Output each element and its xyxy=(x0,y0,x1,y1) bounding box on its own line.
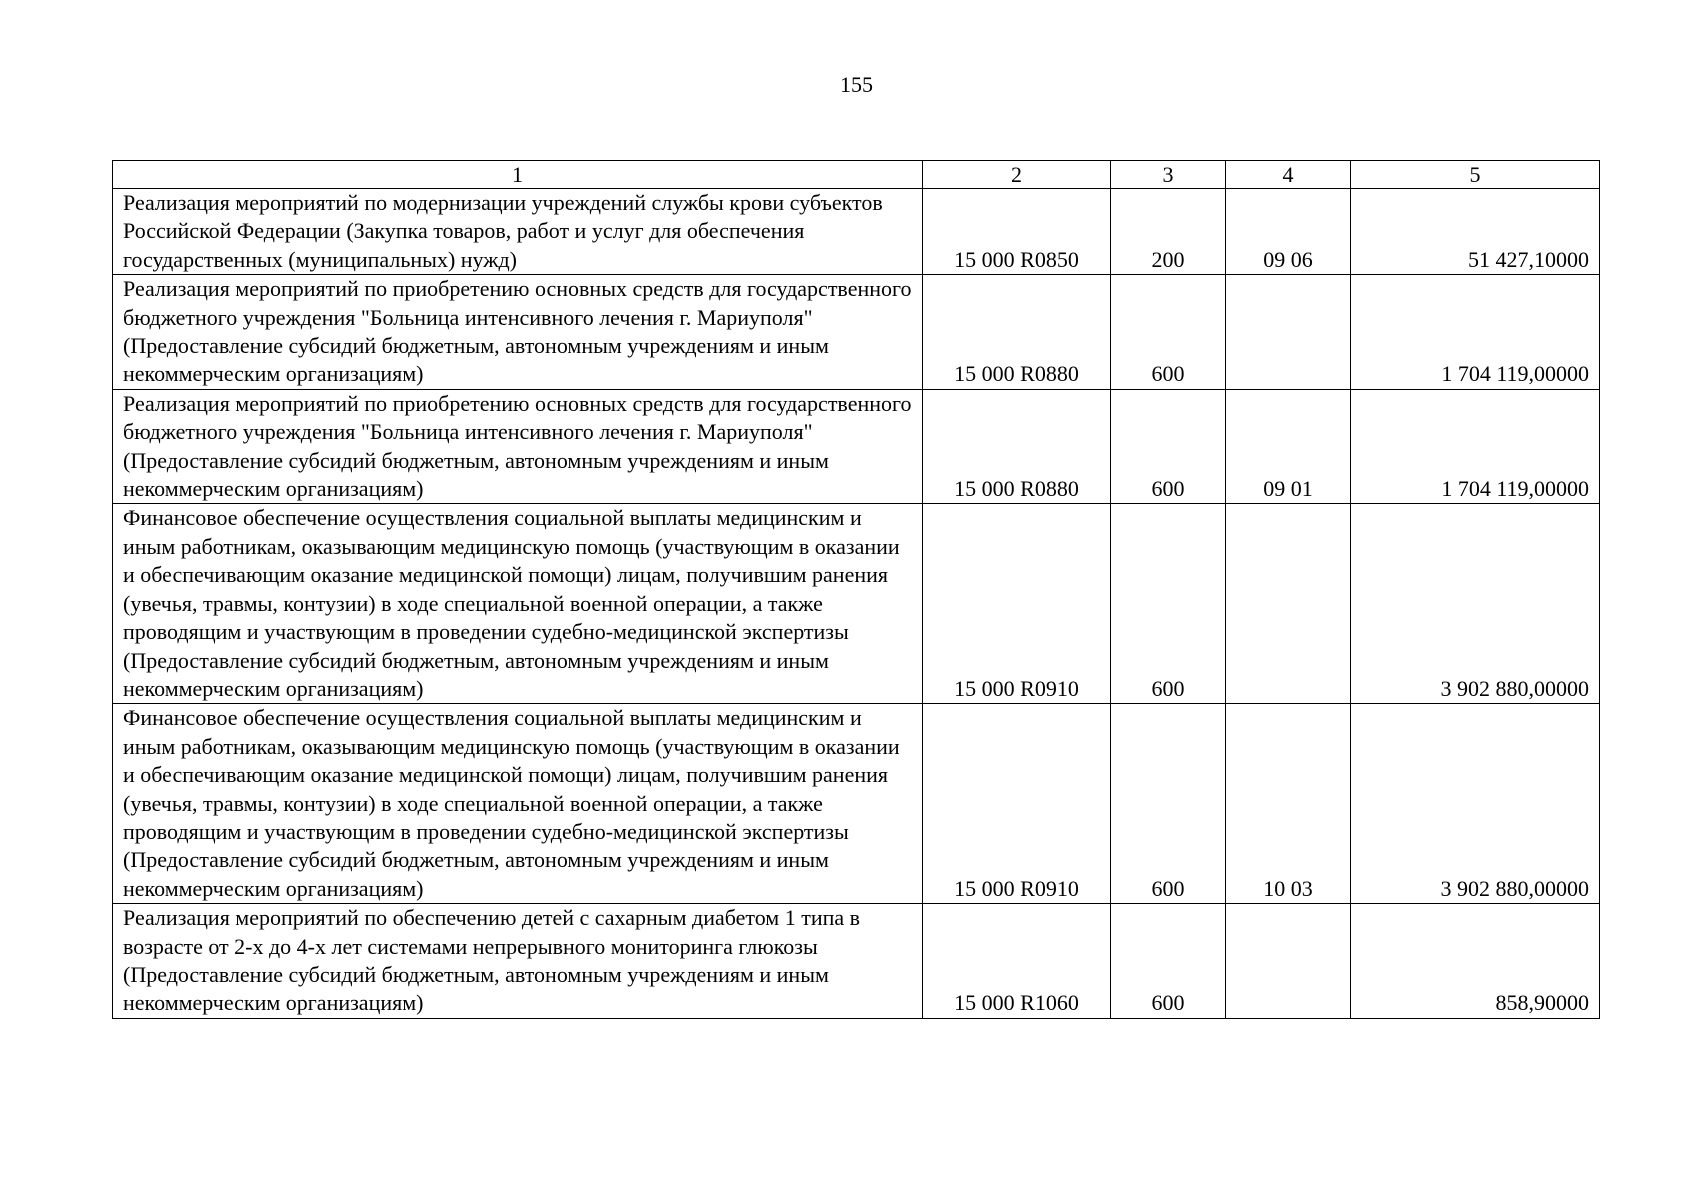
table-row xyxy=(113,504,1600,704)
budget-table xyxy=(112,160,1600,1019)
table-row xyxy=(113,904,1600,1019)
row-code: 15 000 R0880 xyxy=(923,389,1111,504)
column-header-4: 4 xyxy=(1226,161,1351,189)
row-section: 10 03 xyxy=(1226,704,1351,904)
row-amount: 858,90000 xyxy=(1351,904,1600,1019)
column-header-5: 5 xyxy=(1351,161,1600,189)
header-row xyxy=(113,161,1600,189)
row-section xyxy=(1226,904,1351,1019)
row-type: 600 xyxy=(1111,389,1226,504)
row-name: Финансовое обеспечение осуществления социальной выплаты медицинским и иным работникам, оказывающим медицинскую помощь (участвующим в оказании и обеспечивающим оказание медицинской помощи) лицам, получившим ранения (увечья, травмы, контузии) в ходе специальной военной операции, а также проводящим и участвующим в проведении судебно-медицинской экспертизы (Предоставление субсидий бюджетным, автономным учреждениям и иным некоммерческим организациям) xyxy=(113,504,923,704)
row-section: 09 01 xyxy=(1226,389,1351,504)
table-row xyxy=(113,275,1600,390)
row-amount: 1 704 119,00000 xyxy=(1351,389,1600,504)
table-row xyxy=(113,704,1600,904)
row-name: Реализация мероприятий по модернизации учреждений службы крови субъектов Российской Федерации (Закупка товаров, работ и услуг для обеспечения государственных (муниципальных) нужд) xyxy=(113,189,923,275)
row-type: 600 xyxy=(1111,504,1226,704)
row-amount: 1 704 119,00000 xyxy=(1351,275,1600,390)
row-type: 600 xyxy=(1111,275,1226,390)
table-row xyxy=(113,389,1600,504)
row-section: 09 06 xyxy=(1226,189,1351,275)
row-section xyxy=(1226,504,1351,704)
column-header-3: 3 xyxy=(1111,161,1226,189)
row-amount: 3 902 880,00000 xyxy=(1351,704,1600,904)
column-header-2: 2 xyxy=(923,161,1111,189)
row-code: 15 000 R0910 xyxy=(923,504,1111,704)
row-type: 600 xyxy=(1111,904,1226,1019)
row-code: 15 000 R1060 xyxy=(923,904,1111,1019)
row-amount: 3 902 880,00000 xyxy=(1351,504,1600,704)
row-name: Реализация мероприятий по обеспечению детей с сахарным диабетом 1 типа в возрасте от 2-х до 4-х лет системами непрерывного мониторинга глюкозы (Предоставление субсидий бюджетным, автономным учреждениям и иным некоммерческим организациям) xyxy=(113,904,923,1019)
page-number: 155 xyxy=(840,72,873,97)
row-section xyxy=(1226,275,1351,390)
row-code: 15 000 R0850 xyxy=(923,189,1111,275)
row-name: Реализация мероприятий по приобретению основных средств для государственного бюджетного учреждения "Больница интенсивного лечения г. Мариуполя" (Предоставление субсидий бюджетным, автономным учреждениям и иным некоммерческим организациям) xyxy=(113,389,923,504)
row-code: 15 000 R0910 xyxy=(923,704,1111,904)
row-name: Реализация мероприятий по приобретению основных средств для государственного бюджетного учреждения "Больница интенсивного лечения г. Мариуполя" (Предоставление субсидий бюджетным, автономным учреждениям и иным некоммерческим организациям) xyxy=(113,275,923,390)
table-row xyxy=(113,189,1600,275)
row-amount: 51 427,10000 xyxy=(1351,189,1600,275)
row-code: 15 000 R0880 xyxy=(923,275,1111,390)
row-type: 600 xyxy=(1111,704,1226,904)
row-type: 200 xyxy=(1111,189,1226,275)
column-header-1: 1 xyxy=(113,161,923,189)
row-name: Финансовое обеспечение осуществления социальной выплаты медицинским и иным работникам, оказывающим медицинскую помощь (участвующим в оказании и обеспечивающим оказание медицинской помощи) лицам, получившим ранения (увечья, травмы, контузии) в ходе специальной военной операции, а также проводящим и участвующим в проведении судебно-медицинской экспертизы (Предоставление субсидий бюджетным, автономным учреждениям и иным некоммерческим организациям) xyxy=(113,704,923,904)
